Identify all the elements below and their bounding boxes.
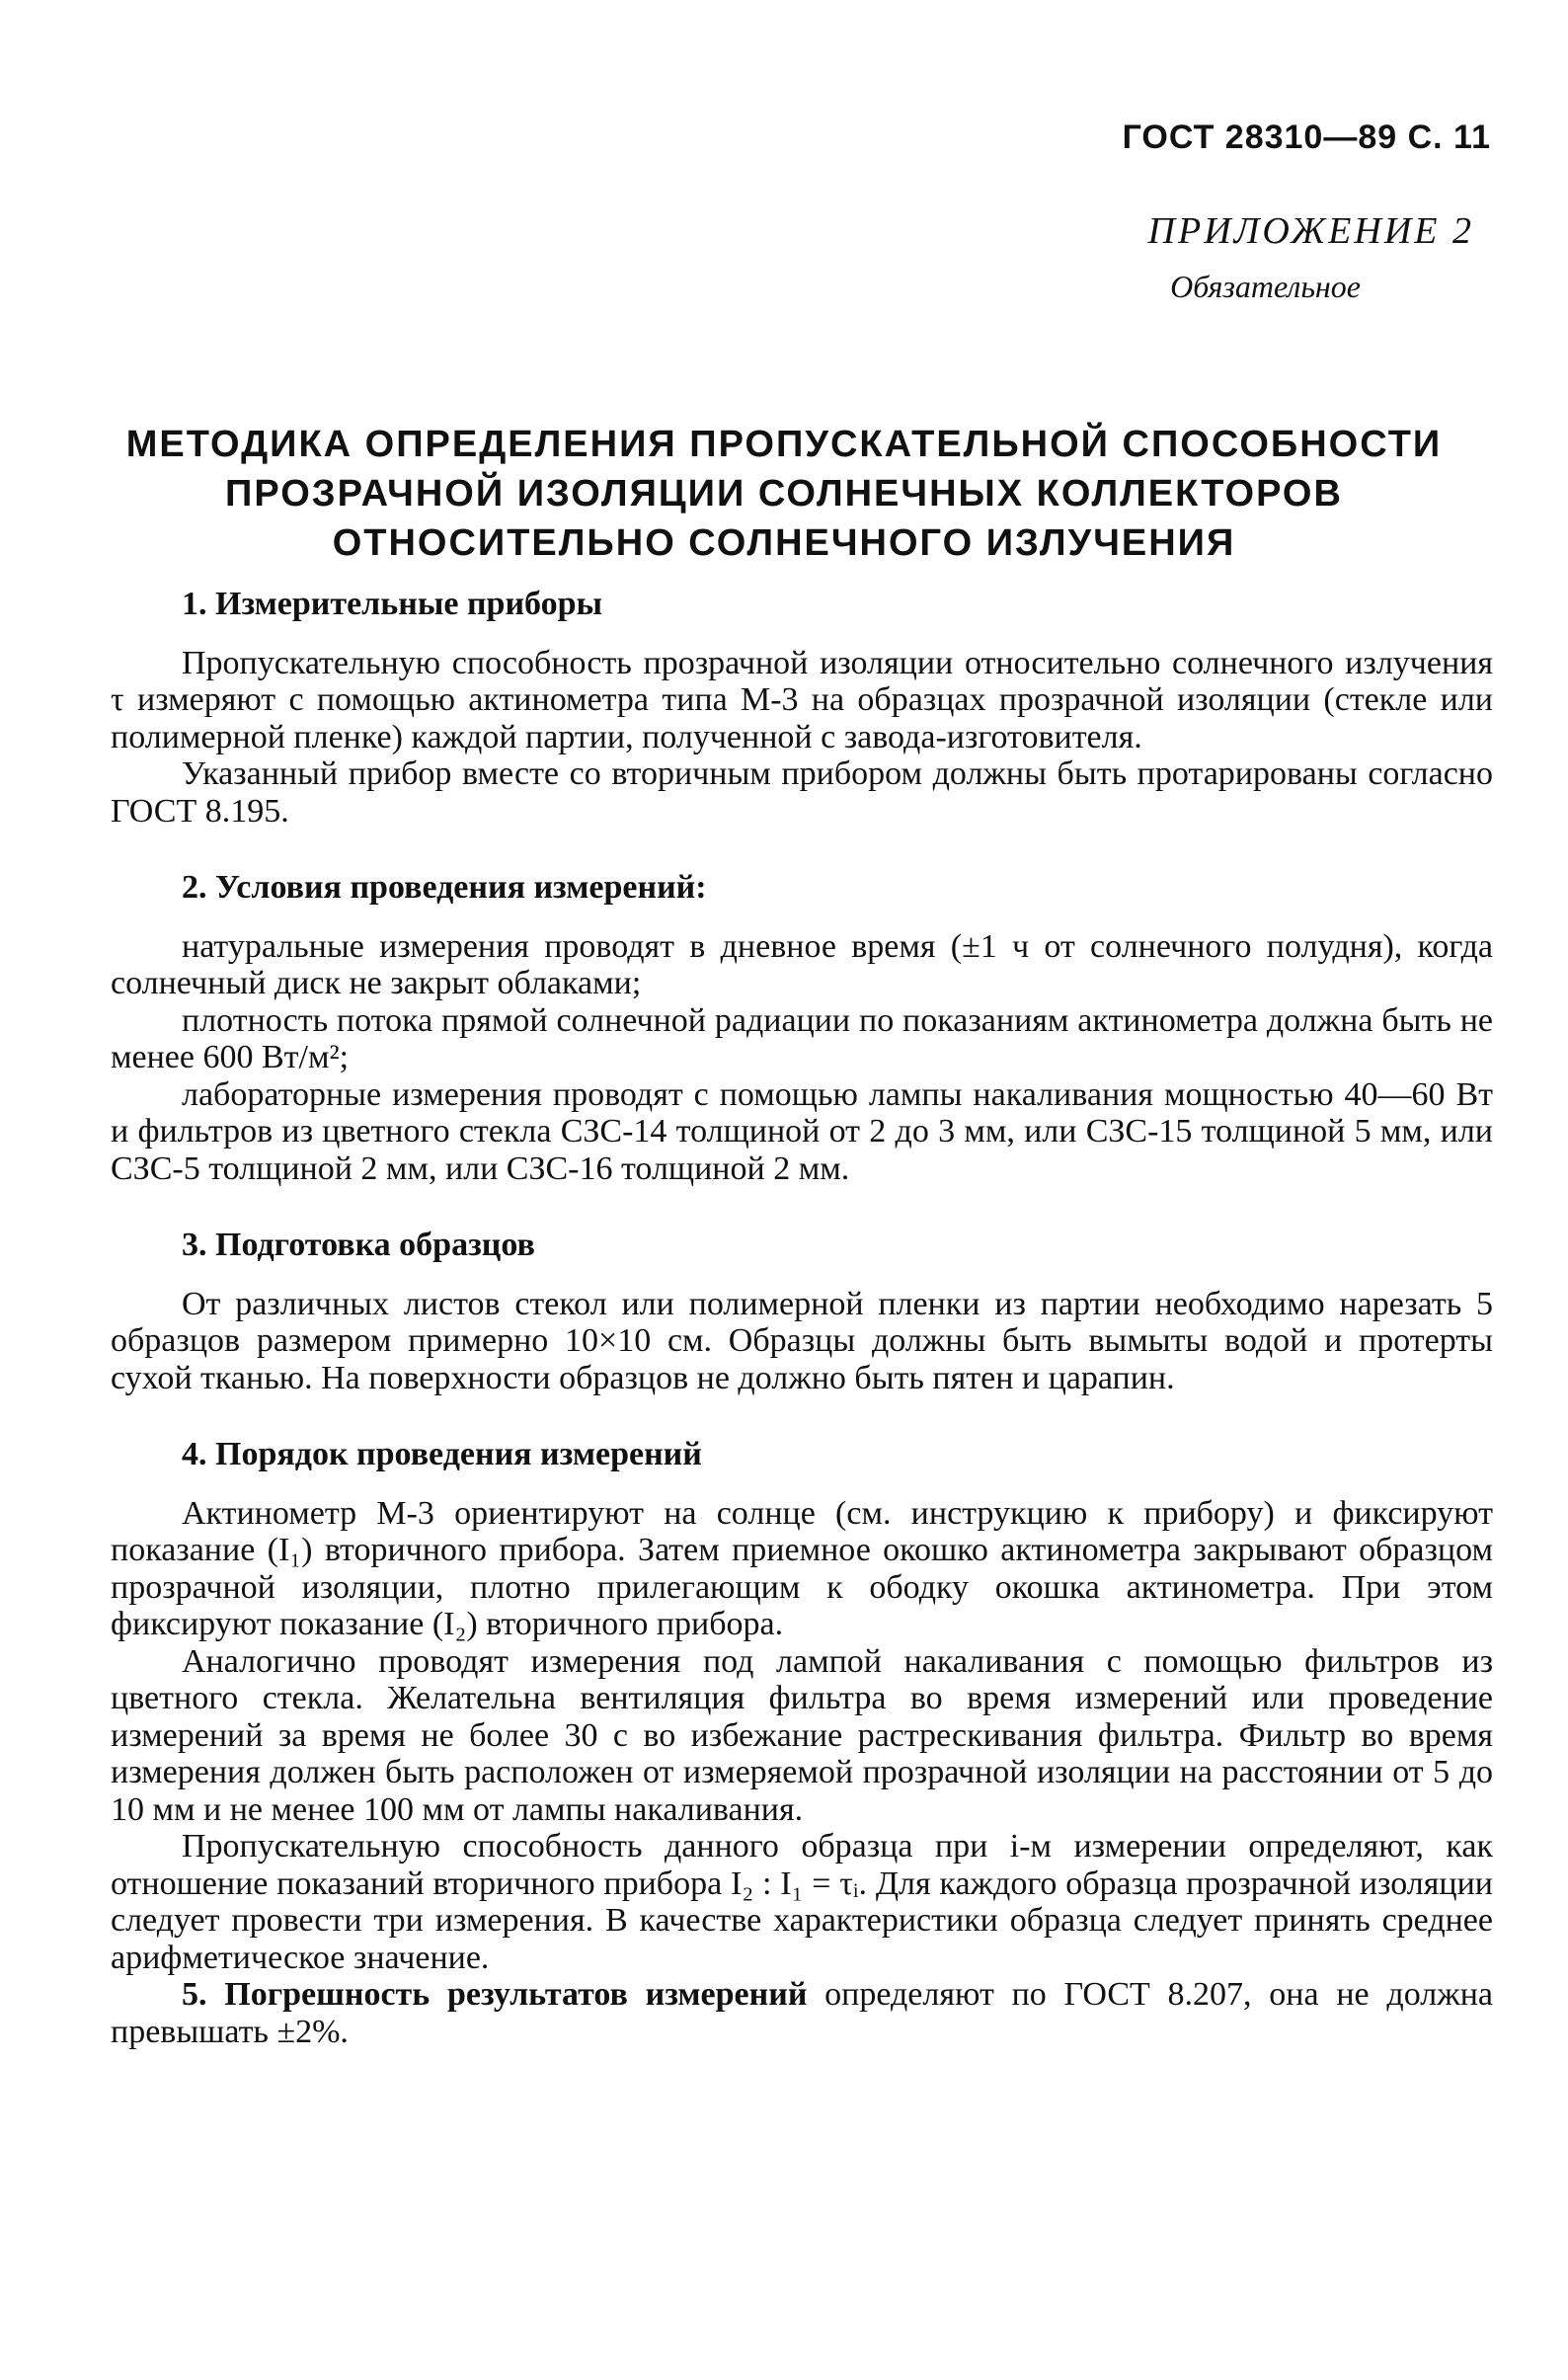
section-5-text: определяют по ГОСТ 8.207, она не должна превышать ±2%. [111,1976,1493,2050]
section-3-paragraph: От различных листов стекол или полимерной пленки из партии необходимо нарезать 5 образцов размером примерно 10×10 см. Образцы должны быть вымыты водой и протерты сухой тканью. На поверхности образцов не должно быть пятен и царапин. [111,1285,1493,1396]
appendix-status: Обязательное [1170,269,1361,304]
section-3-heading: 3. Подготовка образцов [182,1227,535,1263]
section-4-heading: 4. Порядок проведения измерений [182,1436,702,1472]
title-line-2: ПРОЗРАЧНОЙ ИЗОЛЯЦИИ СОЛНЕЧНЫХ КОЛЛЕКТОРОВ [225,473,1343,515]
section-5-lead: 5. Погрешность результатов измерений [182,1976,808,2013]
document-body [111,586,1493,2050]
section-4-paragraph: Аналогично проводят измерения под лампой накаливания с помощью фильтров из цветного стекла. Желательна вентиляция фильтра во время измерений или проведение измерений за время не более 30 с во избежание растрескивания фильтра. Фильтр во время измерения должен быть расположен от измеряемой прозрачной изоляции на расстоянии от 5 до 10 мм и не менее 100 мм от лампы накаливания. [111,1642,1493,1828]
section-2-paragraph: лабораторные измерения проводят с помощью лампы накаливания мощностью 40—60 Вт и фильтров из цветного стекла СЗС-14 толщиной от 2 до 3 мм, или СЗС-15 толщиной 5 мм, или СЗС-5 толщиной 2 мм, или СЗС-16 толщиной 2 мм. [111,1075,1493,1187]
section-4-paragraph: Пропускательную способность данного образца при i-м измерении определяют, как отношение показаний вторичного прибора I₂ : I₁ = τᵢ. Для каждого образца прозрачной изоляции следует провести три измерения. В качестве характеристики образца следует принять среднее арифметическое значение. [111,1828,1493,1976]
title-line-3: ОТНОСИТЕЛЬНО СОЛНЕЧНОГО ИЗЛУЧЕНИЯ [332,522,1236,564]
section-1-paragraph: Пропускательную способность прозрачной изоляции относительно солнечного излучения τ измеряют с помощью актинометра типа М-3 на образцах прозрачной изоляции (стекле или полимерной пленке) каждой партии, полученной с завода-изготовителя. [111,644,1493,755]
section-1-paragraph: Указанный прибор вместе со вторичным прибором должны быть протарированы согласно ГОСТ 8.195. [111,755,1493,830]
section-5-paragraph [111,1976,1493,2050]
title-line-1: МЕТОДИКА ОПРЕДЕЛЕНИЯ ПРОПУСКАТЕЛЬНОЙ СПОСОБНОСТИ [125,424,1443,465]
section-2-heading: 2. Условия проведения измерений: [182,869,707,906]
appendix-label: ПРИЛОЖЕНИЕ 2 [1147,210,1474,252]
section-2-paragraph: натуральные измерения проводят в дневное время (±1 ч от солнечного полудня), когда солнечный диск не закрыт облаками; [111,927,1493,1001]
page-header: ГОСТ 28310—89 С. 11 [1122,119,1491,156]
section-2-paragraph: плотность потока прямой солнечной радиации по показаниям актинометра должна быть не менее 600 Вт/м²; [111,1001,1493,1075]
document-title [109,420,1459,568]
section-4-paragraph: Актинометр М-3 ориентируют на солнце (см. инструкцию к прибору) и фиксируют показание (I₁) вторичного прибора. Затем приемное окошко актинометра закрывают образцом прозрачной изоляции, плотно прилегающим к ободку окошка актинометра. При этом фиксируют показание (I₂) вторичного прибора. [111,1494,1493,1642]
section-1-heading: 1. Измерительные приборы [182,586,603,622]
